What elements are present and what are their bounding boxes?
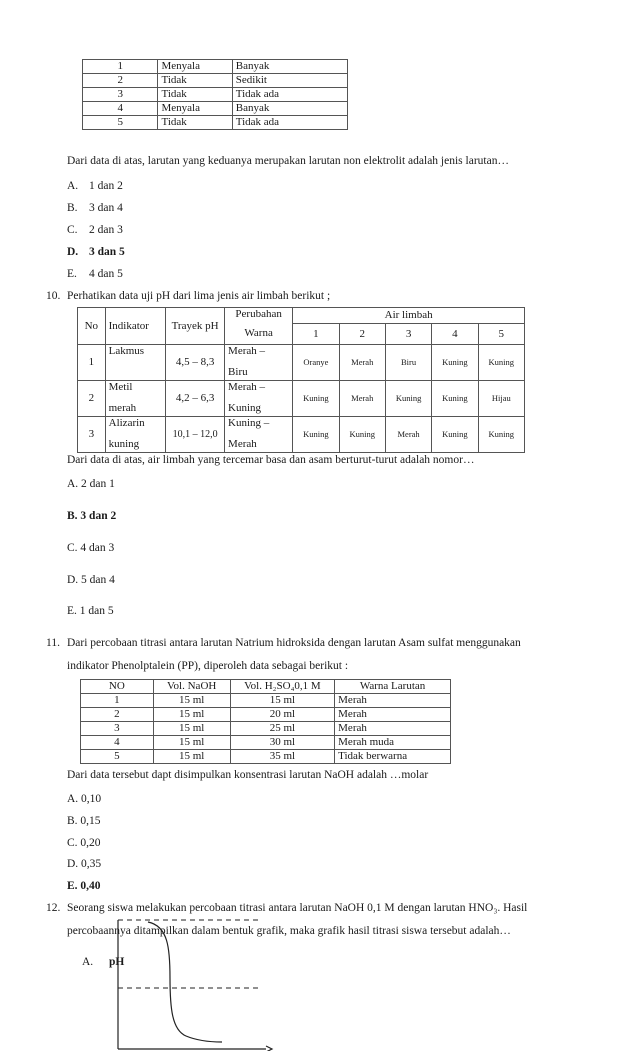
option: D. 5 dan 4 [67,574,115,586]
row-trayek: 4,2 – 6,3 [166,381,225,417]
table-cell: 15 ml [153,722,230,736]
row-no: 2 [78,381,106,417]
header-air-col: 1 [293,324,339,345]
row-trayek: 10,1 – 12,0 [166,417,225,453]
option: D. 0,35 [67,858,102,870]
table-cell: 4 [83,102,158,116]
table-header: Vol. NaOH [153,680,230,694]
header-air-col: 4 [432,324,478,345]
header-air-col: 2 [339,324,385,345]
option: C. 4 dan 3 [67,542,115,554]
table-cell: 2 [81,708,154,722]
option-label: C. [67,224,78,236]
indikator-line2: kuning [108,438,140,450]
indikator-line1: Alizarin [108,417,145,429]
row-value: Kuning [293,381,339,417]
row-no: 1 [78,345,106,381]
table-cell: 4 [81,736,154,750]
row-perubahan [225,417,293,453]
row-value: Kuning [478,417,524,453]
table-header: Vol. H₂SO₄0,1 M [230,680,334,694]
table-cell: Merah [335,722,451,736]
perubahan-line1: Kuning – [228,417,270,429]
q12-line1: Seorang siswa melakukan percobaan titrasi antara larutan NaOH 0,1 M dengan larutan HNO₃. Hasil [67,902,528,914]
row-value: Kuning [293,417,339,453]
table-cell: Tidak ada [232,116,347,130]
table-cell: Tidak berwarna [335,750,451,764]
option: E. 1 dan 5 [67,605,114,617]
q12-line2: percobaannya ditampilkan dalam bentuk grafik, maka grafik hasil titrasi siswa tersebut adalah… [67,925,511,937]
q11-number: 11. [46,637,60,649]
table-cell: Menyala [158,102,232,116]
option: E. 0,40 [67,880,101,892]
table-cell: 15 ml [153,750,230,764]
q11-line2: indikator Phenolptalein (PP), diperoleh data sebagai berikut : [67,660,349,672]
graph-curve [148,922,222,1042]
row-value: Kuning [385,381,431,417]
table-elektrolit [82,59,348,130]
table-row [83,102,348,116]
perubahan-line2: Merah [228,438,257,450]
option-label: A. [67,180,79,192]
table-row [83,74,348,88]
option-label: D. [67,246,79,258]
table-cell: Tidak [158,88,232,102]
header-no: No [78,308,106,345]
row-perubahan [225,381,293,417]
table-cell: 3 [83,88,158,102]
row-no: 3 [78,417,106,453]
indikator-line1: Lakmus [108,345,145,357]
option-text: 3 dan 5 [89,246,125,258]
indikator-line2 [109,366,162,379]
header-perubahan-line1: Perubahan [235,308,282,320]
row-value: Kuning [432,417,478,453]
header-air-col: 5 [478,324,524,345]
option: C. 0,20 [67,837,101,849]
perubahan-line1: Merah – [228,345,266,357]
row-indikator [105,417,165,453]
table-cell: Tidak [158,116,232,130]
table-row [83,116,348,130]
table-row [81,750,451,764]
table-cell: Tidak ada [232,88,347,102]
table-cell: Banyak [232,60,347,74]
header-perubahan-line2: Warna [244,327,273,339]
graph-x-arrow [266,1046,272,1051]
row-indikator [105,345,165,381]
table-row [81,722,451,736]
table-cell: 3 [81,722,154,736]
row-value: Biru [385,345,431,381]
option-label: B. [67,202,78,214]
row-value: Hijau [478,381,524,417]
q11-line1: Dari percobaan titrasi antara larutan Natrium hidroksida dengan larutan Asam sulfat menggunakan [67,637,521,649]
table-row [81,736,451,750]
table-header: Warna Larutan [335,680,451,694]
row-indikator [105,381,165,417]
table-row [81,694,451,708]
option-text: 1 dan 2 [89,180,123,192]
graph-axis-label: pH [109,956,125,968]
table-cell: 25 ml [230,722,334,736]
table-cell: 35 ml [230,750,334,764]
table-row [78,417,525,453]
table-row [81,708,451,722]
table-cell: 5 [83,116,158,130]
table-cell: Merah muda [335,736,451,750]
header-indikator: Indikator [105,308,165,345]
q10-text: Perhatikan data uji pH dari lima jenis air limbah berikut ; [67,290,331,302]
table-row [78,381,525,417]
table-cell: Banyak [232,102,347,116]
table-cell: 2 [83,74,158,88]
header-trayek: Trayek pH [166,308,225,345]
table-row [83,60,348,74]
header-perubahan [225,308,293,345]
table-cell: Merah [335,708,451,722]
table-cell: Menyala [158,60,232,74]
table-cell: 15 ml [153,736,230,750]
table-cell: Merah [335,694,451,708]
row-value: Kuning [432,345,478,381]
table-cell: Tidak [158,74,232,88]
q11-question: Dari data tersebut dapt disimpulkan konsentrasi larutan NaOH adalah …molar [67,769,429,781]
table-cell: Sedikit [232,74,347,88]
option-text: 3 dan 4 [89,202,123,214]
titration-graph [110,908,280,1051]
option-label: E. [67,268,77,280]
header-air-limbah: Air limbah [293,308,525,324]
table-row [83,88,348,102]
row-value: Merah [385,417,431,453]
q9-text: Dari data di atas, larutan yang keduanya merupakan larutan non elektrolit adalah jenis larutan… [67,155,509,167]
table-cell: 1 [81,694,154,708]
q10-number: 10. [46,290,61,302]
row-value: Merah [339,345,385,381]
table-row [78,345,525,381]
indikator-line2: merah [108,402,137,414]
q12-number: 12. [46,902,61,914]
option: A. 0,10 [67,793,102,805]
perubahan-line2: Biru [228,366,248,378]
row-perubahan [225,345,293,381]
table-cell: 1 [83,60,158,74]
q10-question: Dari data di atas, air limbah yang tercemar basa dan asam berturut-turut adalah nomor… [67,454,475,466]
table-titrasi [80,679,451,764]
perubahan-line2: Kuning [228,402,262,414]
table-cell: 30 ml [230,736,334,750]
table-cell: 20 ml [230,708,334,722]
header-air-col: 3 [385,324,431,345]
row-value: Kuning [339,417,385,453]
option: B. 3 dan 2 [67,510,117,522]
row-value: Kuning [478,345,524,381]
row-value: Kuning [432,381,478,417]
table-cell: 5 [81,750,154,764]
row-value: Merah [339,381,385,417]
table-ph-limbah [77,307,525,453]
indikator-line1: Metil [108,381,133,393]
table-cell: 15 ml [230,694,334,708]
option: B. 0,15 [67,815,101,827]
option: A. 2 dan 1 [67,478,115,490]
option-text: 4 dan 5 [89,268,123,280]
table-header: NO [81,680,154,694]
table-cell: 15 ml [153,708,230,722]
table-cell: 15 ml [153,694,230,708]
q12-option-a: A. [82,956,94,968]
option-text: 2 dan 3 [89,224,123,236]
row-trayek: 4,5 – 8,3 [166,345,225,381]
row-value: Oranye [293,345,339,381]
perubahan-line1: Merah – [228,381,266,393]
